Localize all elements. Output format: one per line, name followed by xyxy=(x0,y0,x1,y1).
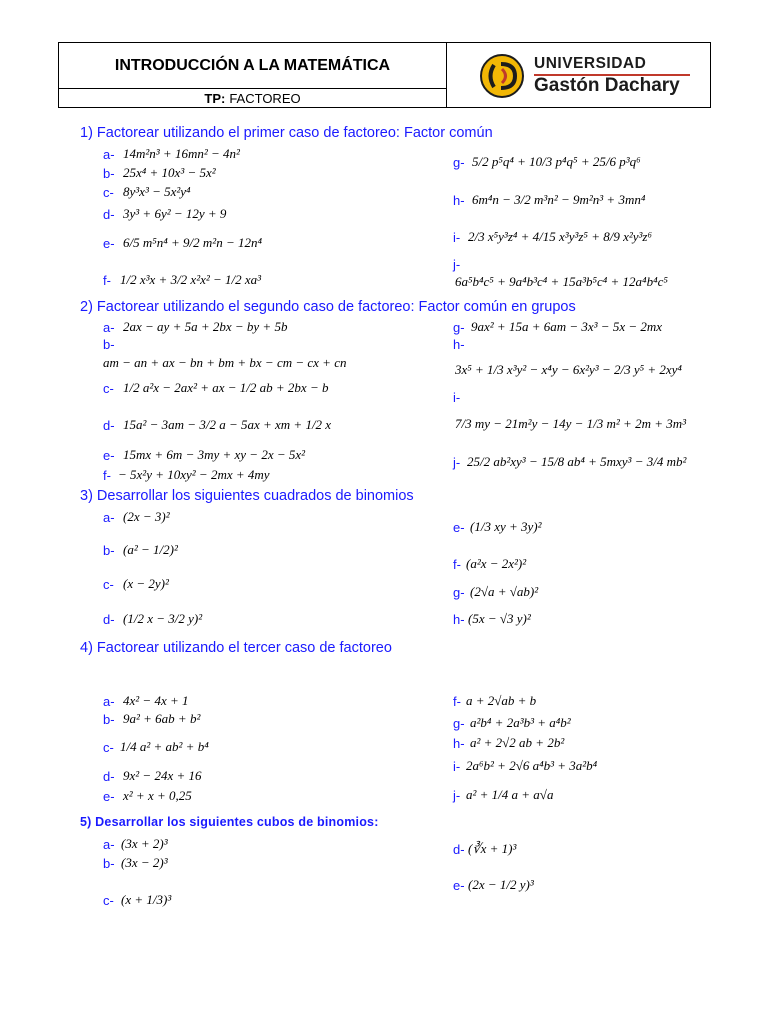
item-expression: 6a⁵b⁴c⁵ + 9a⁴b³c⁴ + 15a³b⁵c⁴ + 12a⁴b⁴c⁵ xyxy=(455,274,668,289)
item-label: d- xyxy=(103,769,115,784)
item-label: a- xyxy=(103,320,115,335)
item-expression: (5x − √3 y)² xyxy=(468,611,531,626)
item-expression: (2x − 1/2 y)³ xyxy=(468,877,534,892)
section-title-3: 3) Desarrollar los siguientes cuadrados de binomios xyxy=(80,488,414,504)
item-expression: 3y³ + 6y² − 12y + 9 xyxy=(123,206,227,221)
item-label: c- xyxy=(103,577,114,592)
item-expression: a²b⁴ + 2a³b³ + a⁴b² xyxy=(470,715,571,730)
item-expression: (1/3 xy + 3y)² xyxy=(470,519,542,534)
item-label: d- xyxy=(103,418,115,433)
item-expression: (x + 1/3)³ xyxy=(121,892,172,907)
item-label: c- xyxy=(103,740,114,755)
item-label: b- xyxy=(103,543,115,558)
item-label: h- xyxy=(453,612,465,627)
item-expression: − 5x²y + 10xy² − 2mx + 4my xyxy=(118,467,270,482)
item-label: i- xyxy=(453,230,461,245)
item-expression: (2√a + √ab)² xyxy=(470,584,539,599)
item-label: g- xyxy=(453,320,465,335)
item-label: f- xyxy=(103,468,111,483)
item-expression: (a² − 1/2)² xyxy=(123,542,178,557)
item-expression: a + 2√ab + b xyxy=(466,693,537,708)
item-label: j- xyxy=(453,788,461,803)
item-expression: (3x − 2)³ xyxy=(121,855,168,870)
item-label: i- xyxy=(453,759,461,774)
item-expression: 14m²n³ + 16mn² − 4n² xyxy=(123,146,240,161)
item-label: e- xyxy=(103,448,115,463)
item-label: e- xyxy=(103,236,115,251)
item-expression: 15a² − 3am − 3/2 a − 5ax + xm + 1/2 x xyxy=(123,417,332,432)
section-title-1: 1) Factorear utilizando el primer caso de factoreo: Factor común xyxy=(80,125,493,141)
item-expression: 9a² + 6ab + b² xyxy=(123,711,201,726)
tp-value: FACTOREO xyxy=(229,90,301,106)
item-expression: 8y³x³ − 5x²y⁴ xyxy=(123,184,191,199)
item-expression: 25x⁴ + 10x³ − 5x² xyxy=(123,165,216,180)
item-expression: (3x + 2)³ xyxy=(121,836,168,851)
item-label: i- xyxy=(453,390,461,405)
document-header xyxy=(58,42,711,108)
item-label: g- xyxy=(453,716,465,731)
item-expression: 9x² − 24x + 16 xyxy=(123,768,202,783)
item-label: f- xyxy=(453,557,461,572)
item-expression: 2/3 x⁵y³z⁴ + 4/15 x³y³z⁵ + 8/9 x²y³z⁶ xyxy=(468,229,652,244)
item-expression: (a²x − 2x²)² xyxy=(466,556,527,571)
logo-line1: UNIVERSIDAD xyxy=(534,55,647,72)
item-label: e- xyxy=(453,878,465,893)
item-label: g- xyxy=(453,585,465,600)
item-label: a- xyxy=(103,147,115,162)
item-label: d- xyxy=(103,612,115,627)
item-label: b- xyxy=(103,166,115,181)
item-expression: 1/2 x³x + 3/2 x²x² − 1/2 xa³ xyxy=(120,272,262,287)
item-label: d- xyxy=(103,207,115,222)
section-title-5: 5) Desarrollar los siguientes cubos de binomios: xyxy=(80,815,379,829)
item-expression: 3x⁵ + 1/3 x³y² − x⁴y − 6x²y³ − 2/3 y⁵ + 2xy⁴ xyxy=(455,362,682,377)
item-expression: (1/2 x − 3/2 y)² xyxy=(123,611,203,626)
section-title-2: 2) Factorear utilizando el segundo caso de factoreo: Factor común en grupos xyxy=(80,299,576,315)
document-title: INTRODUCCIÓN A LA MATEMÁTICA xyxy=(59,43,447,89)
item-expression: (2x − 3)² xyxy=(123,509,170,524)
item-expression: 4x² − 4x + 1 xyxy=(123,693,189,708)
item-expression: (x − 2y)² xyxy=(123,576,169,591)
item-expression: am − an + ax − bn + bm + bx − cm − cx + cn xyxy=(103,355,347,370)
university-logo xyxy=(477,51,702,101)
item-expression: 7/3 my − 21m²y − 14y − 1/3 m² + 2m + 3m³ xyxy=(455,416,687,431)
item-label: a- xyxy=(103,510,115,525)
item-label: j- xyxy=(453,455,461,470)
item-label: b- xyxy=(103,712,115,727)
item-expression: 6/5 m⁵n⁴ + 9/2 m²n − 12n⁴ xyxy=(123,235,263,250)
item-expression: (∛x + 1)³ xyxy=(468,841,517,856)
item-label: h- xyxy=(453,193,465,208)
university-emblem-icon xyxy=(479,53,525,99)
item-label: j- xyxy=(453,257,461,272)
item-expression: 6m⁴n − 3/2 m³n² − 9m²n³ + 3mn⁴ xyxy=(472,192,646,207)
item-label: h- xyxy=(453,736,465,751)
item-expression: 5/2 p⁵q⁴ + 10/3 p⁴q⁵ + 25/6 p³q⁶ xyxy=(472,154,641,169)
tp-label: TP: xyxy=(204,90,226,106)
item-label: g- xyxy=(453,155,465,170)
item-expression: 2ax − ay + 5a + 2bx − by + 5b xyxy=(123,319,288,334)
item-expression: 1/4 a² + ab² + b⁴ xyxy=(120,739,209,754)
section-title-4: 4) Factorear utilizando el tercer caso de factoreo xyxy=(80,640,392,656)
item-label: f- xyxy=(103,273,111,288)
item-expression: x² + x + 0,25 xyxy=(123,788,192,803)
item-label: e- xyxy=(103,789,115,804)
item-expression: a² + 1/4 a + a√a xyxy=(466,787,554,802)
item-expression: a² + 2√2 ab + 2b² xyxy=(470,735,565,750)
item-expression: 2a⁶b² + 2√6 a⁴b³ + 3a²b⁴ xyxy=(466,758,598,773)
item-expression: 1/2 a²x − 2ax² + ax − 1/2 ab + 2bx − b xyxy=(123,380,329,395)
item-label: f- xyxy=(453,694,461,709)
logo-line2: Gastón Dachary xyxy=(534,75,680,96)
item-label: b- xyxy=(103,337,115,352)
item-label: c- xyxy=(103,893,114,908)
item-expression: 9ax² + 15a + 6am − 3x³ − 5x − 2mx xyxy=(471,319,663,334)
item-expression: 15mx + 6m − 3my + xy − 2x − 5x² xyxy=(123,447,306,462)
item-label: c- xyxy=(103,185,114,200)
document-subtitle xyxy=(59,89,447,107)
item-expression: 25/2 ab²xy³ − 15/8 ab⁴ + 5mxy³ − 3/4 mb² xyxy=(467,454,687,469)
item-label: e- xyxy=(453,520,465,535)
item-label: b- xyxy=(103,856,115,871)
item-label: d- xyxy=(453,842,465,857)
item-label: a- xyxy=(103,837,115,852)
item-label: h- xyxy=(453,337,465,352)
item-label: c- xyxy=(103,381,114,396)
item-label: a- xyxy=(103,694,115,709)
